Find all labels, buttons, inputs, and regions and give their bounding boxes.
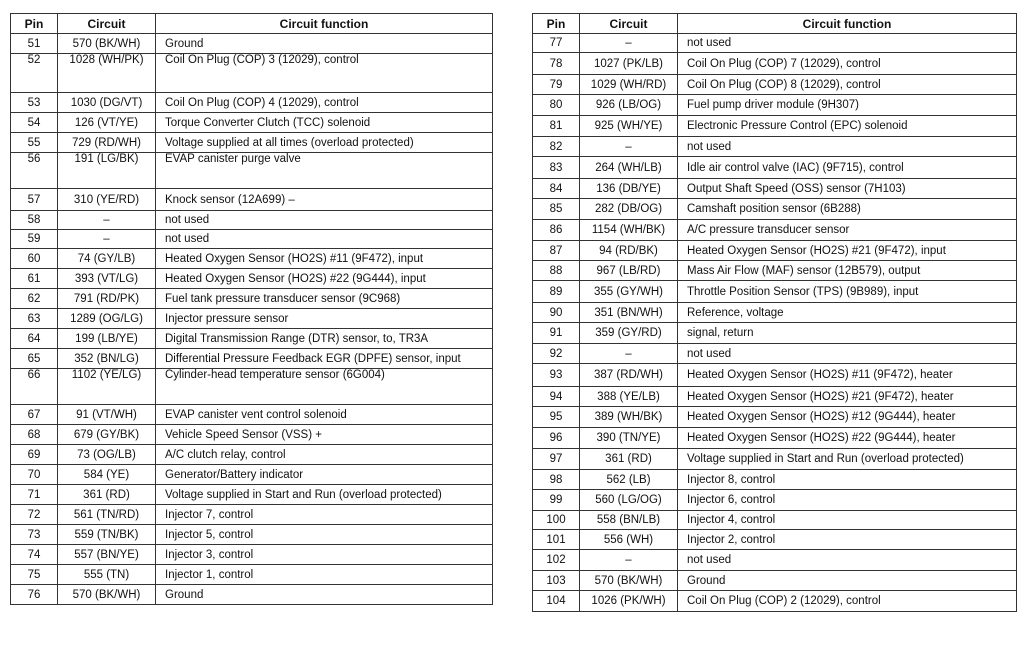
circuit-cell: – (580, 344, 678, 364)
circuit-cell: 967 (LB/RD) (580, 261, 678, 281)
table-row (533, 303, 1017, 323)
pin-cell: 84 (533, 179, 580, 199)
pin-cell: 59 (11, 230, 58, 249)
circuit-cell: 729 (RD/WH) (58, 133, 156, 153)
pin-cell: 95 (533, 407, 580, 428)
pin-cell: 76 (11, 585, 58, 605)
table-header-row (11, 14, 493, 34)
table-row (11, 189, 493, 211)
table-row (11, 405, 493, 425)
function-cell: Ground (156, 585, 493, 605)
pin-cell: 92 (533, 344, 580, 364)
circuit-cell: 310 (YE/RD) (58, 189, 156, 211)
function-cell: EVAP canister vent control solenoid (156, 405, 493, 425)
table-row (11, 565, 493, 585)
function-cell: Coil On Plug (COP) 2 (12029), control (678, 591, 1017, 612)
table-row (533, 550, 1017, 571)
function-cell: not used (678, 550, 1017, 571)
function-cell: Coil On Plug (COP) 3 (12029), control (156, 54, 493, 93)
table-row (11, 445, 493, 465)
function-cell: not used (678, 137, 1017, 157)
function-cell: Heated Oxygen Sensor (HO2S) #21 (9F472), input (678, 241, 1017, 261)
pin-cell: 81 (533, 116, 580, 137)
table-row (11, 249, 493, 269)
pin-cell: 61 (11, 269, 58, 289)
function-cell: Electronic Pressure Control (EPC) solenoid (678, 116, 1017, 137)
function-cell: signal, return (678, 323, 1017, 344)
table-row (11, 34, 493, 54)
table-row (533, 490, 1017, 511)
circuit-cell: 73 (OG/LB) (58, 445, 156, 465)
function-cell: Voltage supplied at all times (overload protected) (156, 133, 493, 153)
table-row (11, 211, 493, 230)
circuit-cell: 558 (BN/LB) (580, 511, 678, 530)
table-row (533, 179, 1017, 199)
pin-cell: 51 (11, 34, 58, 54)
table-row (533, 199, 1017, 220)
table-row (533, 53, 1017, 75)
pin-cell: 55 (11, 133, 58, 153)
function-cell: Fuel tank pressure transducer sensor (9C968) (156, 289, 493, 309)
circuit-cell: – (580, 34, 678, 53)
pin-table-left (10, 13, 493, 605)
function-cell: Injector 1, control (156, 565, 493, 585)
circuit-cell: 393 (VT/LG) (58, 269, 156, 289)
pin-cell: 68 (11, 425, 58, 445)
circuit-cell: 390 (TN/YE) (580, 428, 678, 449)
circuit-cell: 555 (TN) (58, 565, 156, 585)
circuit-cell: 556 (WH) (580, 530, 678, 550)
function-cell: Injector 2, control (678, 530, 1017, 550)
table-row (11, 465, 493, 485)
pin-cell: 66 (11, 369, 58, 405)
pin-cell: 101 (533, 530, 580, 550)
pin-cell: 77 (533, 34, 580, 53)
pin-cell: 56 (11, 153, 58, 189)
function-cell: Mass Air Flow (MAF) sensor (12B579), output (678, 261, 1017, 281)
pin-cell: 72 (11, 505, 58, 525)
function-cell: Voltage supplied in Start and Run (overload protected) (156, 485, 493, 505)
function-cell: Differential Pressure Feedback EGR (DPFE) sensor, input (156, 349, 493, 369)
pin-cell: 91 (533, 323, 580, 344)
circuit-cell: 559 (TN/BK) (58, 525, 156, 545)
function-cell: Heated Oxygen Sensor (HO2S) #11 (9F472), heater (678, 364, 1017, 387)
function-cell: Camshaft position sensor (6B288) (678, 199, 1017, 220)
header-function: Circuit function (678, 14, 1017, 34)
pin-cell: 80 (533, 95, 580, 116)
header-function: Circuit function (156, 14, 493, 34)
table-row (11, 329, 493, 349)
table-row (11, 545, 493, 565)
circuit-cell: – (580, 137, 678, 157)
table-body-left (11, 34, 493, 605)
pin-cell: 82 (533, 137, 580, 157)
table-header-row (533, 14, 1017, 34)
table-row (533, 75, 1017, 95)
table-row (533, 34, 1017, 53)
table-row (533, 530, 1017, 550)
circuit-cell: 282 (DB/OG) (580, 199, 678, 220)
table-row (533, 387, 1017, 407)
table-row (533, 344, 1017, 364)
circuit-cell: 1028 (WH/PK) (58, 54, 156, 93)
table-row (11, 269, 493, 289)
function-cell: Ground (678, 571, 1017, 591)
function-cell: Coil On Plug (COP) 4 (12029), control (156, 93, 493, 113)
table-row (11, 485, 493, 505)
circuit-cell: 94 (RD/BK) (580, 241, 678, 261)
table-row (11, 585, 493, 605)
circuit-cell: 352 (BN/LG) (58, 349, 156, 369)
table-row (533, 261, 1017, 281)
table-row (533, 571, 1017, 591)
function-cell: Heated Oxygen Sensor (HO2S) #11 (9F472), input (156, 249, 493, 269)
circuit-cell: 562 (LB) (580, 470, 678, 490)
function-cell: Heated Oxygen Sensor (HO2S) #12 (9G444), heater (678, 407, 1017, 428)
circuit-cell: 136 (DB/YE) (580, 179, 678, 199)
function-cell: Coil On Plug (COP) 7 (12029), control (678, 53, 1017, 75)
pin-cell: 88 (533, 261, 580, 281)
pin-cell: 104 (533, 591, 580, 612)
pin-cell: 96 (533, 428, 580, 449)
function-cell: Vehicle Speed Sensor (VSS) + (156, 425, 493, 445)
function-cell: Reference, voltage (678, 303, 1017, 323)
function-cell: Ground (156, 34, 493, 54)
function-cell: Generator/Battery indicator (156, 465, 493, 485)
function-cell: Heated Oxygen Sensor (HO2S) #21 (9F472), heater (678, 387, 1017, 407)
circuit-cell: – (580, 550, 678, 571)
pin-cell: 83 (533, 157, 580, 179)
table-row (533, 591, 1017, 612)
table-row (11, 369, 493, 405)
pin-cell: 62 (11, 289, 58, 309)
table-row (533, 157, 1017, 179)
table-row (11, 113, 493, 133)
function-cell: Voltage supplied in Start and Run (overload protected) (678, 449, 1017, 470)
table-row (533, 428, 1017, 449)
function-cell: Injector pressure sensor (156, 309, 493, 329)
circuit-cell: 926 (LB/OG) (580, 95, 678, 116)
circuit-cell: 1027 (PK/LB) (580, 53, 678, 75)
circuit-cell: 584 (YE) (58, 465, 156, 485)
function-cell: Heated Oxygen Sensor (HO2S) #22 (9G444), heater (678, 428, 1017, 449)
table-row (11, 54, 493, 93)
pin-cell: 57 (11, 189, 58, 211)
circuit-cell: 1030 (DG/VT) (58, 93, 156, 113)
table-row (533, 137, 1017, 157)
function-cell: Injector 3, control (156, 545, 493, 565)
pin-cell: 54 (11, 113, 58, 133)
table-row (11, 525, 493, 545)
table-row (533, 449, 1017, 470)
function-cell: Throttle Position Sensor (TPS) (9B989), input (678, 281, 1017, 303)
function-cell: Injector 6, control (678, 490, 1017, 511)
function-cell: Injector 5, control (156, 525, 493, 545)
table-row (533, 323, 1017, 344)
pin-cell: 71 (11, 485, 58, 505)
table-row (533, 281, 1017, 303)
pin-cell: 78 (533, 53, 580, 75)
circuit-cell: 570 (BK/WH) (58, 585, 156, 605)
function-cell: Knock sensor (12A699) – (156, 189, 493, 211)
pin-cell: 73 (11, 525, 58, 545)
circuit-cell: 387 (RD/WH) (580, 364, 678, 387)
function-cell: Injector 8, control (678, 470, 1017, 490)
pin-cell: 65 (11, 349, 58, 369)
function-cell: Coil On Plug (COP) 8 (12029), control (678, 75, 1017, 95)
table-row (11, 153, 493, 189)
function-cell: not used (678, 344, 1017, 364)
pin-cell: 94 (533, 387, 580, 407)
circuit-cell: 560 (LG/OG) (580, 490, 678, 511)
circuit-cell: 1154 (WH/BK) (580, 220, 678, 241)
circuit-cell: 1029 (WH/RD) (580, 75, 678, 95)
pin-cell: 102 (533, 550, 580, 571)
circuit-cell: 199 (LB/YE) (58, 329, 156, 349)
circuit-cell: 1102 (YE/LG) (58, 369, 156, 405)
pin-cell: 98 (533, 470, 580, 490)
circuit-cell: 74 (GY/LB) (58, 249, 156, 269)
circuit-cell: 355 (GY/WH) (580, 281, 678, 303)
pin-cell: 60 (11, 249, 58, 269)
function-cell: Cylinder-head temperature sensor (6G004) (156, 369, 493, 405)
table-row (533, 407, 1017, 428)
table-row (533, 95, 1017, 116)
table-body-right (533, 34, 1017, 612)
circuit-cell: 791 (RD/PK) (58, 289, 156, 309)
pin-cell: 90 (533, 303, 580, 323)
circuit-cell: – (58, 230, 156, 249)
table-row (11, 289, 493, 309)
circuit-cell: 359 (GY/RD) (580, 323, 678, 344)
pin-cell: 52 (11, 54, 58, 93)
table-row (11, 93, 493, 113)
table-row (11, 505, 493, 525)
circuit-cell: 361 (RD) (580, 449, 678, 470)
pin-cell: 86 (533, 220, 580, 241)
pin-cell: 75 (11, 565, 58, 585)
function-cell: A/C pressure transducer sensor (678, 220, 1017, 241)
circuit-cell: 388 (YE/LB) (580, 387, 678, 407)
table-row (11, 349, 493, 369)
pin-cell: 63 (11, 309, 58, 329)
pin-cell: 74 (11, 545, 58, 565)
circuit-cell: 561 (TN/RD) (58, 505, 156, 525)
pin-cell: 53 (11, 93, 58, 113)
circuit-cell: 1289 (OG/LG) (58, 309, 156, 329)
table-row (533, 116, 1017, 137)
pin-cell: 87 (533, 241, 580, 261)
function-cell: Injector 4, control (678, 511, 1017, 530)
circuit-cell: 1026 (PK/WH) (580, 591, 678, 612)
table-row (533, 220, 1017, 241)
circuit-cell: – (58, 211, 156, 230)
circuit-cell: 679 (GY/BK) (58, 425, 156, 445)
function-cell: not used (156, 230, 493, 249)
pin-cell: 99 (533, 490, 580, 511)
function-cell: Digital Transmission Range (DTR) sensor, to, TR3A (156, 329, 493, 349)
pin-cell: 58 (11, 211, 58, 230)
function-cell: Heated Oxygen Sensor (HO2S) #22 (9G444), input (156, 269, 493, 289)
table-row (533, 511, 1017, 530)
header-pin: Pin (11, 14, 58, 34)
pin-cell: 79 (533, 75, 580, 95)
pin-cell: 97 (533, 449, 580, 470)
table-row (11, 309, 493, 329)
table-row (533, 241, 1017, 261)
circuit-cell: 91 (VT/WH) (58, 405, 156, 425)
pin-cell: 100 (533, 511, 580, 530)
circuit-cell: 126 (VT/YE) (58, 113, 156, 133)
function-cell: Idle air control valve (IAC) (9F715), control (678, 157, 1017, 179)
circuit-cell: 570 (BK/WH) (580, 571, 678, 591)
circuit-cell: 925 (WH/YE) (580, 116, 678, 137)
table-row (11, 133, 493, 153)
header-circuit: Circuit (580, 14, 678, 34)
circuit-cell: 557 (BN/YE) (58, 545, 156, 565)
function-cell: Injector 7, control (156, 505, 493, 525)
function-cell: not used (678, 34, 1017, 53)
pin-cell: 69 (11, 445, 58, 465)
circuit-cell: 351 (BN/WH) (580, 303, 678, 323)
table-row (533, 470, 1017, 490)
function-cell: EVAP canister purge valve (156, 153, 493, 189)
pin-cell: 67 (11, 405, 58, 425)
function-cell: Output Shaft Speed (OSS) sensor (7H103) (678, 179, 1017, 199)
table-row (11, 230, 493, 249)
circuit-cell: 191 (LG/BK) (58, 153, 156, 189)
circuit-cell: 361 (RD) (58, 485, 156, 505)
function-cell: not used (156, 211, 493, 230)
pin-cell: 89 (533, 281, 580, 303)
pin-cell: 64 (11, 329, 58, 349)
table-row (533, 364, 1017, 387)
circuit-cell: 389 (WH/BK) (580, 407, 678, 428)
circuit-cell: 570 (BK/WH) (58, 34, 156, 54)
header-pin: Pin (533, 14, 580, 34)
function-cell: Fuel pump driver module (9H307) (678, 95, 1017, 116)
circuit-cell: 264 (WH/LB) (580, 157, 678, 179)
pin-cell: 85 (533, 199, 580, 220)
function-cell: Torque Converter Clutch (TCC) solenoid (156, 113, 493, 133)
pin-cell: 70 (11, 465, 58, 485)
pin-cell: 93 (533, 364, 580, 387)
header-circuit: Circuit (58, 14, 156, 34)
pin-table-right (532, 13, 1017, 612)
pin-cell: 103 (533, 571, 580, 591)
function-cell: A/C clutch relay, control (156, 445, 493, 465)
table-row (11, 425, 493, 445)
